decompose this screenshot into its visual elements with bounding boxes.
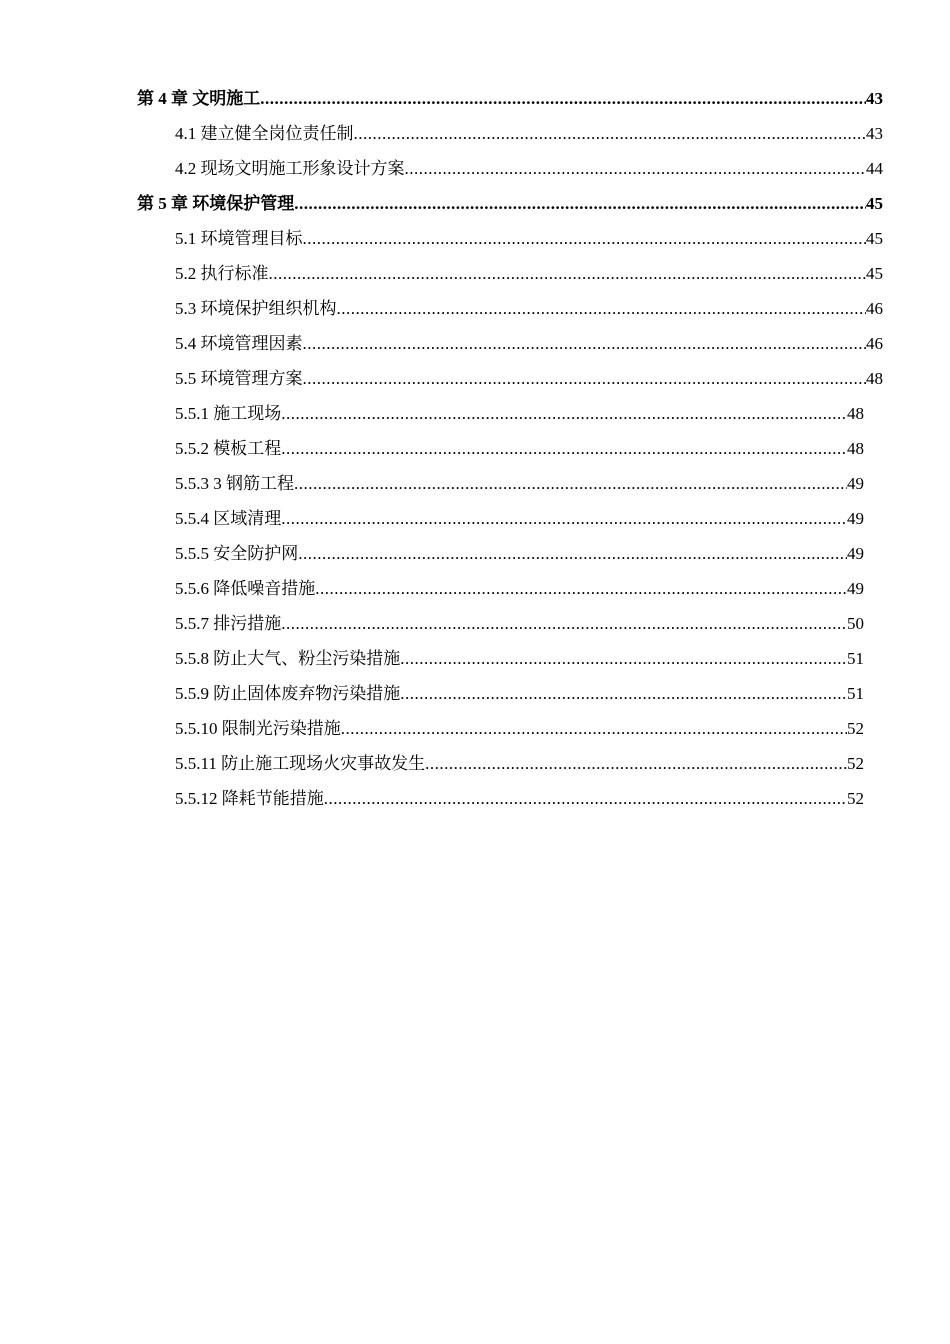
toc-entry-5-5-7[interactable] bbox=[175, 612, 864, 636]
toc-entry-title: 5.5.6 降低噪音措施 bbox=[175, 579, 316, 598]
toc-entry-page: 43 bbox=[866, 124, 883, 143]
toc-dot-leader bbox=[303, 227, 867, 251]
toc-entry-4-1[interactable] bbox=[175, 122, 883, 146]
toc-entry-title: 5.5.2 模板工程 bbox=[175, 439, 282, 458]
toc-entry-5-5-12[interactable] bbox=[175, 787, 864, 811]
toc-entry-title: 5.5.5 安全防护网 bbox=[175, 544, 299, 563]
toc-entry-chapter-4[interactable] bbox=[137, 87, 883, 111]
toc-entry-5-5[interactable] bbox=[175, 367, 883, 391]
toc-dot-leader bbox=[337, 297, 867, 321]
toc-entry-5-5-11[interactable] bbox=[175, 752, 864, 776]
toc-entry-page: 52 bbox=[847, 754, 864, 773]
toc-entry-5-5-10[interactable] bbox=[175, 717, 864, 741]
toc-entry-5-5-1[interactable] bbox=[175, 402, 864, 426]
toc-entry-page: 49 bbox=[847, 474, 864, 493]
toc-entry-5-5-9[interactable] bbox=[175, 682, 864, 706]
toc-entry-title: 5.5 环境管理方案 bbox=[175, 369, 303, 388]
toc-entry-title: 5.5.3 3 钢筋工程 bbox=[175, 474, 294, 493]
toc-entry-title: 5.5.10 限制光污染措施 bbox=[175, 719, 341, 738]
toc-entry-title: 5.1 环境管理目标 bbox=[175, 229, 303, 248]
toc-entry-page: 44 bbox=[866, 159, 883, 178]
toc-dot-leader bbox=[281, 402, 847, 426]
toc-entry-page: 45 bbox=[866, 264, 883, 283]
toc-dot-leader bbox=[269, 262, 867, 286]
toc-entry-title: 第 5 章 环境保护管理 bbox=[137, 194, 295, 213]
toc-entry-page: 50 bbox=[847, 614, 864, 633]
toc-entry-page: 48 bbox=[847, 439, 864, 458]
toc-entry-page: 51 bbox=[847, 684, 864, 703]
toc-entry-page: 49 bbox=[847, 509, 864, 528]
toc-entry-title: 4.1 建立健全岗位责任制 bbox=[175, 124, 354, 143]
toc-dot-leader bbox=[281, 437, 847, 461]
toc-dot-leader bbox=[303, 332, 867, 356]
toc-entry-5-5-3[interactable] bbox=[175, 472, 864, 496]
toc-entry-page: 43 bbox=[866, 89, 883, 108]
toc-entry-title: 4.2 现场文明施工形象设计方案 bbox=[175, 159, 405, 178]
toc-entry-page: 52 bbox=[847, 719, 864, 738]
toc-entry-title: 5.3 环境保护组织机构 bbox=[175, 299, 337, 318]
toc-entry-5-5-6[interactable] bbox=[175, 577, 864, 601]
toc-dot-leader bbox=[281, 612, 847, 636]
toc-entry-page: 49 bbox=[847, 579, 864, 598]
toc-dot-leader bbox=[400, 647, 847, 671]
toc-dot-leader bbox=[303, 367, 867, 391]
toc-entry-5-2[interactable] bbox=[175, 262, 883, 286]
toc-entry-title: 5.5.9 防止固体废弃物污染措施 bbox=[175, 684, 401, 703]
toc-entry-5-5-4[interactable] bbox=[175, 507, 864, 531]
toc-entry-5-5-5[interactable] bbox=[175, 542, 864, 566]
toc-entry-chapter-5[interactable] bbox=[137, 192, 883, 216]
toc-entry-title: 5.2 执行标准 bbox=[175, 264, 269, 283]
toc-entry-5-5-8[interactable] bbox=[175, 647, 864, 671]
toc-entry-page: 52 bbox=[847, 789, 864, 808]
toc-entry-5-4[interactable] bbox=[175, 332, 883, 356]
toc-dot-leader bbox=[298, 542, 847, 566]
toc-entry-title: 5.5.8 防止大气、粉尘污染措施 bbox=[175, 649, 401, 668]
toc-dot-leader bbox=[400, 682, 847, 706]
toc-entry-4-2[interactable] bbox=[175, 157, 883, 181]
toc-dot-leader bbox=[315, 577, 847, 601]
toc-entry-page: 48 bbox=[866, 369, 883, 388]
toc-entry-5-3[interactable] bbox=[175, 297, 883, 321]
toc-entry-title: 5.5.7 排污措施 bbox=[175, 614, 282, 633]
toc-dot-leader bbox=[260, 87, 866, 111]
toc-entry-5-5-2[interactable] bbox=[175, 437, 864, 461]
toc-dot-leader bbox=[294, 192, 866, 216]
toc-entry-title: 5.5.4 区域清理 bbox=[175, 509, 282, 528]
toc-entry-page: 45 bbox=[866, 229, 883, 248]
toc-entry-title: 5.4 环境管理因素 bbox=[175, 334, 303, 353]
toc-entry-page: 49 bbox=[847, 544, 864, 563]
toc-entry-title: 第 4 章 文明施工 bbox=[137, 89, 261, 108]
toc-entry-page: 51 bbox=[847, 649, 864, 668]
toc-entry-page: 46 bbox=[866, 299, 883, 318]
toc-entry-page: 45 bbox=[866, 194, 883, 213]
toc-dot-leader bbox=[405, 157, 867, 181]
toc-dot-leader bbox=[341, 717, 847, 741]
toc-entry-5-1[interactable] bbox=[175, 227, 883, 251]
toc-entry-title: 5.5.11 防止施工现场火灾事故发生 bbox=[175, 754, 426, 773]
toc-entry-title: 5.5.12 降耗节能措施 bbox=[175, 789, 324, 808]
toc-dot-leader bbox=[425, 752, 847, 776]
toc-entry-title: 5.5.1 施工现场 bbox=[175, 404, 282, 423]
toc-dot-leader bbox=[324, 787, 847, 811]
toc-dot-leader bbox=[281, 507, 847, 531]
toc-dot-leader bbox=[294, 472, 847, 496]
toc-entry-page: 46 bbox=[866, 334, 883, 353]
toc-entry-page: 48 bbox=[847, 404, 864, 423]
toc-dot-leader bbox=[354, 122, 867, 146]
